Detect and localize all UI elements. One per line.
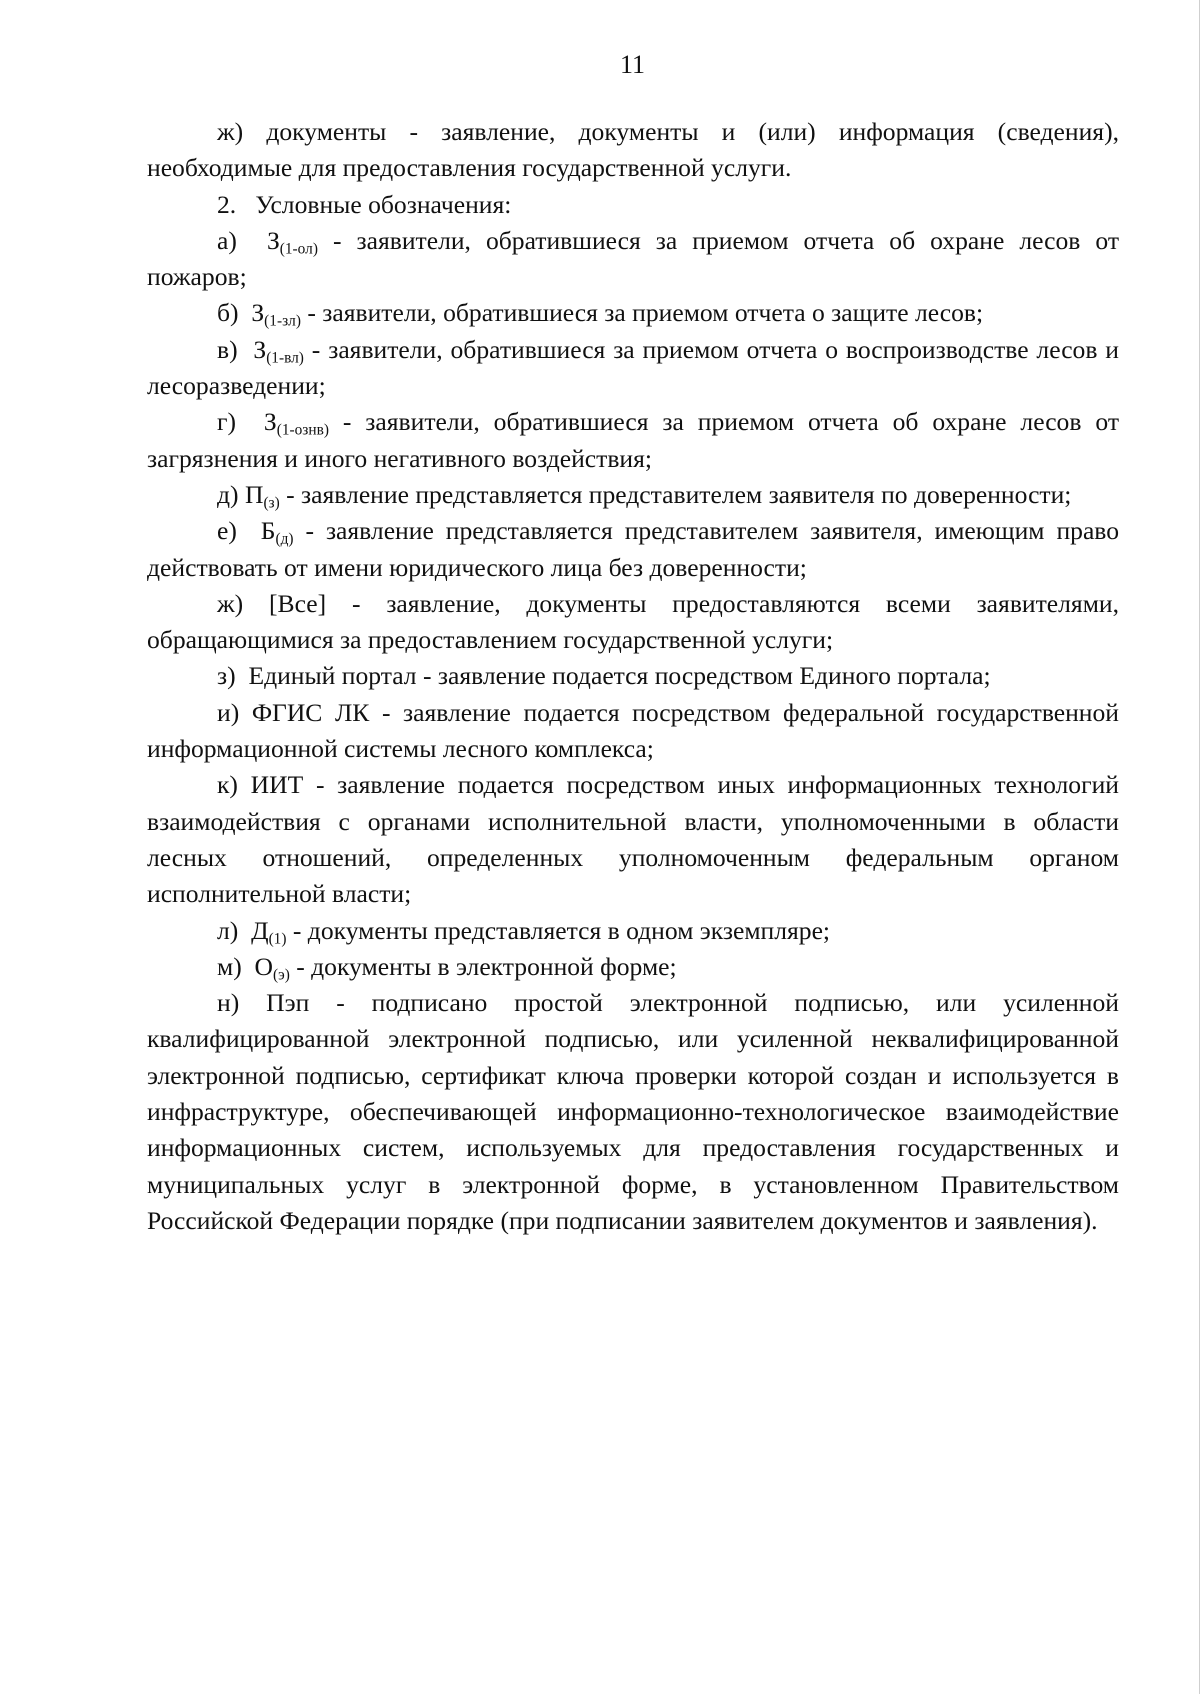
legend-symbol: $Д_{(1)}$ — [251, 915, 287, 948]
item-marker: г) — [217, 407, 237, 437]
paragraph-text: ИИТ - заявление подается посредством иных информационных технологий взаимодействия с органами исполнительной власти, уполномоченными в области лесных отношений, определенных уполномоченным федеральным органом исполнительной власти; — [147, 770, 1119, 909]
item-marker: м) — [217, 951, 242, 981]
legend-symbol: $З_{(1-ол)}$ — [266, 225, 318, 258]
item-marker: а) — [217, 225, 237, 255]
legend-subscript: (д) — [275, 530, 294, 548]
item-marker: б) — [217, 298, 239, 328]
paragraph-documents-definition — [147, 114, 1119, 187]
paragraph-legend-heading — [147, 187, 1119, 223]
legend-subscript: (з) — [263, 494, 280, 512]
page-number: 11 — [619, 50, 646, 79]
legend-subscript: (1-ол) — [279, 240, 318, 258]
legend-symbol: $П_{(з)}$ — [244, 479, 280, 512]
paragraph-text: - заявление представляется представителем заявителя, имеющим право действовать от имени юридического лица без доверенности; — [147, 516, 1120, 582]
item-marker: д) — [217, 479, 239, 509]
item-marker: и) — [217, 697, 240, 727]
paragraph-text: - документы в электронной форме; — [289, 951, 677, 981]
paragraph-text: документы - заявление, документы и (или) информация (сведения), необходимые для предоставления государственной услуги. — [147, 117, 1119, 183]
legend-symbol: $О_{(э)}$ — [254, 951, 290, 984]
paragraph-legend-l — [147, 913, 1119, 949]
section-heading: Условные обозначения: — [255, 189, 512, 219]
item-marker: ж) — [217, 117, 244, 146]
item-marker: к) — [217, 770, 238, 800]
item-marker: ж) — [217, 588, 244, 618]
paragraph-text: - заявители, обратившиеся за приемом отчета об охране лесов от загрязнения и иного негативного воздействия; — [147, 407, 1119, 473]
legend-symbol: $З_{(1-вл)}$ — [253, 334, 304, 367]
paragraph-legend-d — [147, 477, 1119, 513]
paragraph-text: - документы представляется в одном экземпляре; — [286, 915, 831, 945]
paragraph-legend-e — [147, 513, 1119, 586]
item-marker: з) — [217, 661, 236, 691]
legend-subscript: (1-ознв) — [276, 421, 329, 439]
paragraph-legend-k — [147, 767, 1119, 912]
legend-symbol: $З_{(1-зл)}$ — [251, 298, 301, 331]
paragraph-text: Пэп - подписано простой электронной подписью, или усиленной квалифицированной электронной подписью, или усиленной неквалифицированной электронной подписью, сертификат ключа проверки которой создан и используется в инфраструктуре, обеспечивающей информационно-технологическое взаимодействие информационных систем, используемых для предоставления государственных и муниципальных услуг в электронной форме, в установленном Правительством Российской Федерации порядке (при подписании заявителем документов и заявления). — [147, 988, 1119, 1235]
paragraph-legend-b — [147, 295, 1119, 331]
legend-subscript: (1-вл) — [266, 349, 304, 367]
paragraph-text: - заявление представляется представителем заявителя по доверенности; — [279, 479, 1072, 509]
item-marker: е) — [217, 516, 237, 546]
legend-subscript: (э) — [273, 966, 290, 984]
legend-symbol: $З_{(1-ознв)}$ — [263, 407, 329, 439]
paragraph-text: - заявители, обратившиеся за приемом отчета о воспроизводстве лесов и лесоразведении; — [147, 334, 1120, 401]
paragraph-text: [Все] - заявление, документы предоставляются всеми заявителями, обращающимися за предоставлением государственной услуги; — [147, 588, 1119, 655]
paragraph-text: - заявители, обратившиеся за приемом отчета об охране лесов от пожаров; — [147, 225, 1119, 292]
document-body — [147, 114, 1119, 1239]
paragraph-legend-g — [147, 404, 1119, 477]
paragraph-legend-n — [147, 985, 1119, 1239]
legend-subscript: (1) — [268, 930, 287, 948]
legend-symbol: $Б_{(д)}$ — [260, 516, 294, 548]
item-marker: л) — [217, 915, 239, 945]
paragraph-legend-zh — [147, 586, 1119, 659]
paragraph-text: ФГИС ЛК - заявление подается посредством федеральной государственной информационной системы лесного комплекса; — [147, 697, 1119, 764]
item-marker: в) — [217, 334, 238, 364]
paragraph-legend-i — [147, 695, 1119, 768]
paragraph-legend-a — [147, 223, 1119, 296]
paragraph-legend-m — [147, 949, 1119, 985]
paragraph-text: Единый портал - заявление подается посредством Единого портала; — [248, 661, 991, 691]
item-marker: н) — [217, 988, 240, 1018]
paragraph-legend-v — [147, 332, 1119, 405]
paragraph-legend-z — [147, 658, 1119, 694]
section-marker: 2. — [217, 189, 237, 219]
paragraph-text: - заявители, обратившиеся за приемом отчета о защите лесов; — [300, 298, 984, 328]
legend-subscript: (1-зл) — [264, 313, 301, 331]
